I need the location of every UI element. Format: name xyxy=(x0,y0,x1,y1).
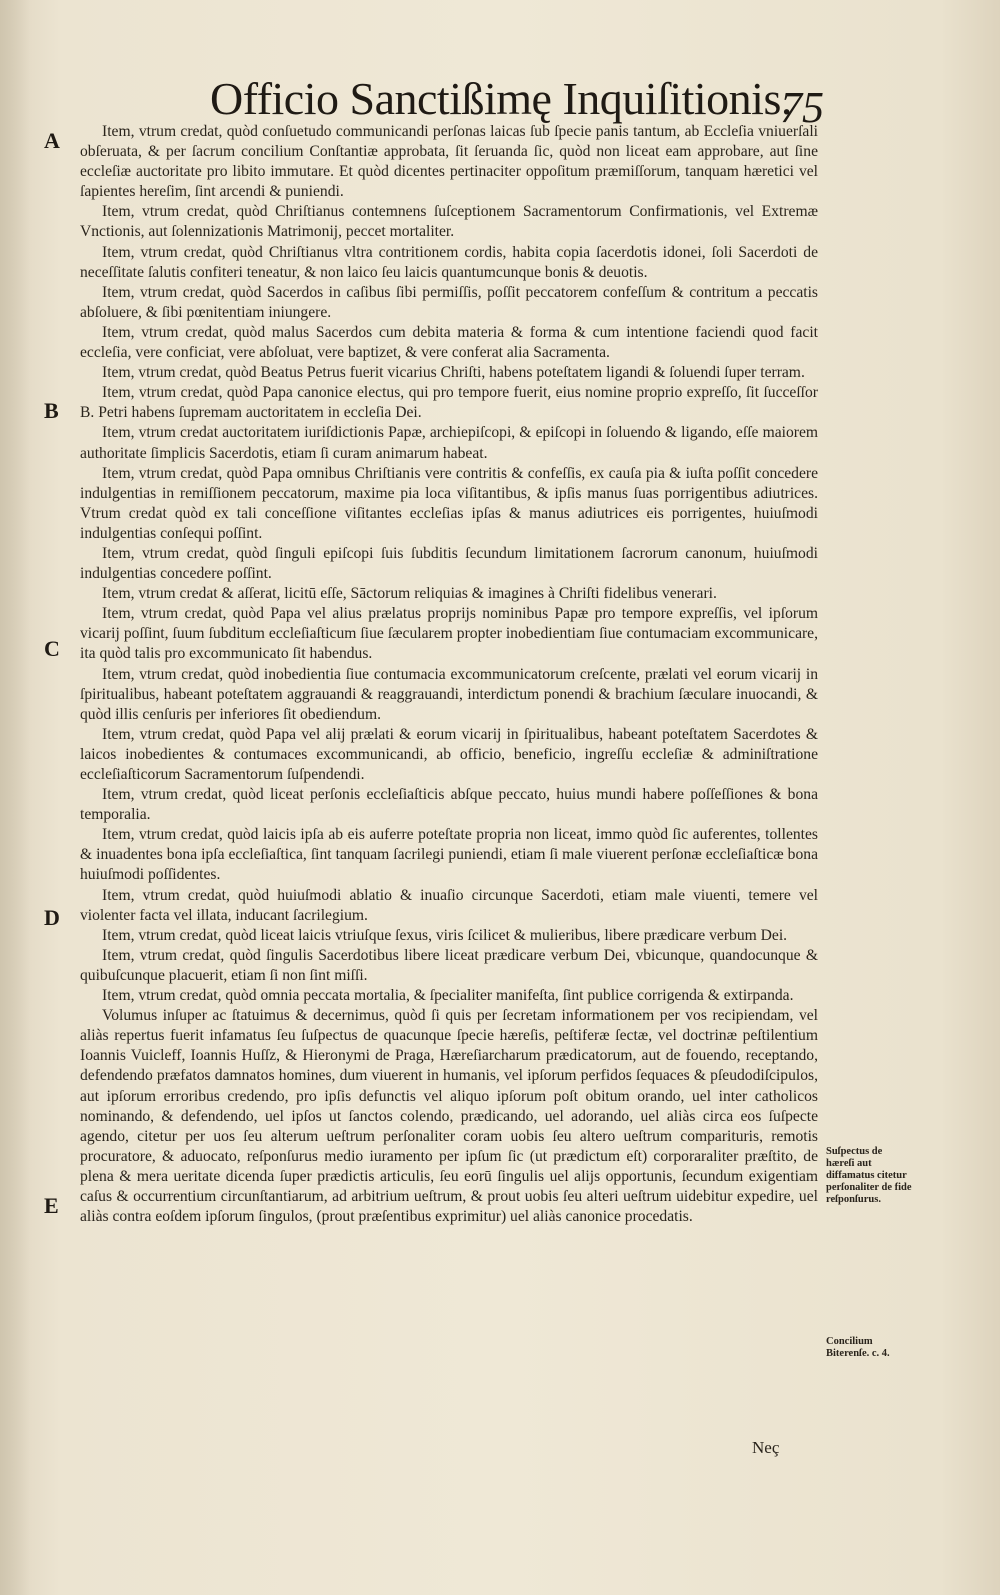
paragraph: Item, vtrum credat, quòd omnia peccata mortalia, & ſpecialiter manifeſta, ſint publice corrigenda & extirpanda. xyxy=(102,987,794,1005)
paragraph: Item, vtrum credat, quòd Papa vel alius prælatus proprijs nominibus Papæ pro tempore expreſſis, vel ipſorum vicarij poſſint, ſuum ſubditum eccleſiaſticum ſiue ſæcularem propter inobedientiam ſiue contumaciam excommunicare, ita quòd talis pro excommunicato ſit habendus. xyxy=(80,605,818,663)
paragraph: Item, vtrum credat, quòd Chriſtianus vltra contritionem cordis, habita copia ſacerdotis idonei, ſoli Sacerdoti de neceſſitate ſalutis confiteri teneatur, & non laico ſeu laicis quantumcunque bonis & deuotis. xyxy=(80,243,818,281)
paragraph: Item, vtrum credat, quòd Papa canonice electus, qui pro tempore fuerit, eius nomine proprio expreſſo, ſit ſucceſſor B. Petri habens ſupremam auctoritatem in eccleſia Dei. xyxy=(80,384,818,422)
paragraph: Item, vtrum credat auctoritatem iuriſdictionis Papæ, archiepiſcopi, & epiſcopi in ſoluendo & ligando, eſſe maiorem authoritate ſimplicis Sacerdotis, etiam ſi curam animarum habeat. xyxy=(80,424,818,462)
section-letter-d: D xyxy=(44,905,60,930)
section-letter-c: C xyxy=(44,636,60,661)
paragraph: Item, vtrum credat, quòd liceat laicis vtriuſque ſexus, viris ſcilicet & mulieribus, libere prædicare verbum Dei. xyxy=(102,926,788,944)
paragraph: Item, vtrum credat, quòd laicis ipſa ab eis auferre poteſtate propria non liceat, immo quòd ſic auferentes, tollentes & inuadentes bona ipſa eccleſiaſtica, ſint tanquam ſacrilegi puniendi, etiam ſi male viuerent perſonæ eccleſiaſticæ bona huiuſmodi poſſidentes. xyxy=(80,826,818,884)
paragraph: Item, vtrum credat, quòd ſinguli epiſcopi ſuis ſubditis ſecundum limitationem ſacrorum canonum, huiuſmodi indulgentias concedere poſſint. xyxy=(80,544,818,583)
paragraph: Item, vtrum credat, quòd huiuſmodi ablatio & inuaſio circunque Sacerdoti, etiam male viuenti, temere vel violenter facta vel illata, inducant ſacrilegium. xyxy=(80,886,818,924)
paragraph: Item, vtrum credat, quòd Papa vel alij prælati & eorum vicarij in ſpiritualibus, habeant poteſtatem Sacerdotes & laicos inobedientes & contumaces excommunicandi, ab officio, beneficio, ingreſſu eccleſiæ & adminiſtratione eccleſiaſticorum Sacramentorum ſuſpendendi. xyxy=(80,725,818,783)
page-gutter-shadow xyxy=(0,0,30,1595)
paragraph: Item, vtrum credat, quòd malus Sacerdos cum debita materia & forma & cum intentione faciendi quod facit eccleſia, vere conficiat, vere abſoluat, vere baptizet, & vere conferat alia Sacramenta. xyxy=(80,323,818,362)
paragraph: Item, vtrum credat, quòd inobedientia ſiue contumacia excommunicatorum creſcente, prælati vel eorum vicarij in ſpiritualibus, habeant poteſtatem aggrauandi & reaggrauandi, interdictum ponendi & brachium ſæculare inuocandi, & quòd illis cenſuris per inferiores ſit obediendum. xyxy=(80,665,818,723)
paragraph: Item, vtrum credat, quòd conſuetudo communicandi perſonas laicas ſub ſpecie panis tantum, ab Eccleſia vniuerſali obſeruata, & per ſacrum concilium Conſtantiæ approbata, ſit ſeruanda ſic, quòd non liceat eam approbare, aut ſine eccleſiæ auctoritate pro libito immutare. Et quòd dicentes pertinaciter oppoſitum præmiſſorum, tanquam hæretici vel ſapientes hereſim, ſint arcendi & puniendi. xyxy=(80,123,818,201)
catchword: Neç xyxy=(752,1438,780,1457)
paragraph: Item, vtrum credat, quòd Chriſtianus contemnens ſuſceptionem Sacramentorum Confirmationis, vel Extremæ Vnctionis, aut ſolennizationis Matrimonij, peccet mortaliter. xyxy=(80,203,818,241)
paragraph: Volumus inſuper ac ſtatuimus & decernimus, quòd ſi quis per ſecretam informationem per vos recipiendam, vel aliàs repertus fuerit infamatus ſeu ſuſpectus de quacunque ſpecie hæreſis, peſtiferæ ſectæ, vel doctrinæ peſtilentium Ioannis Vuicleff, Ioannis Huſſz, & Hieronymi de Praga, Hæreſiarcharum prædicatorum, aut de fouendo, receptando, defendendo præfatos damnatos homines, dum viuerent in humanis, vel ipſorum perfidos ſequaces & pſeudodiſcipulos, aut ipſorum erroribus credendo, pro ipſis defunctis vel aliquo ipſorum poſt obitum orando, uel inter catholicos nominando, & defendendo, uel ipſos ut ſanctos colendo, prædicando, uel adorando, uel aliàs circa eos ſuſpecte agendo, citetur per uos ſeu alterum ueſtrum perſonaliter coram uobis ſeu altero ueſtrum comparituris, remotis procuratore, & aduocato, reſponſurus medio iuramento per ipſum ſic (ut prædictum eſt) corporaraliter præſtito, de plena & mera ueritate dicenda ſuper prædictis articulis, ſeu eorū ſingulis uel alijs opportunis, ſecundum exigentiam caſus & occurrentium circunſtantiarum, ad arbitrium ueſtrum, & prout uobis ſeu alteri ueſtrum uidebitur expedire, uel aliàs contra eoſdem ipſorum ſingulos, (prout præſentibus exprimitur) uel aliàs canonice procedatis. xyxy=(80,1007,818,1226)
section-letter-b: B xyxy=(44,398,59,423)
section-letter-e: E xyxy=(44,1193,59,1218)
paragraph: Item, vtrum credat, quòd liceat perſonis eccleſiaſticis abſque peccato, huius mundi habere poſſeſſiones & bona temporalia. xyxy=(80,786,818,824)
paragraph: Item, vtrum credat, quòd Papa omnibus Chriſtianis vere contritis & confeſſis, ex cauſa pia & iuſta poſſit concedere indulgentias in remiſſionem peccatorum, maxime pia loca viſitantibus, & ipſis manus ſuas porrigentibus adiutrices. Vtrum credat quòd ex tali conceſſione viſitantes eccleſias ipſas & manus adiutrices eis porrigentes, huiuſmodi indulgentias conſequi poſſint. xyxy=(80,464,818,542)
section-letter-a: A xyxy=(44,128,60,153)
page-number: 75 xyxy=(780,83,824,132)
margin-note-suspectus: Suſpectus de hæreſi aut diffamatus citetur perſonaliter de fide reſponſurus. xyxy=(826,1146,912,1205)
paragraph: Item, vtrum credat, quòd Beatus Petrus fuerit vicarius Chriſti, habens poteſtatem ligandi & ſoluendi ſuper terram. xyxy=(102,364,805,382)
margin-note-concilium: Concilium Biterenſe. c. 4. xyxy=(826,1336,890,1359)
paragraph: Item, vtrum credat, quòd Sacerdos in caſibus ſibi permiſſis, poſſit peccatorem confeſſum & contritum a peccatis abſoluere, & ſibi pœnitentiam iniungere. xyxy=(80,283,818,321)
running-title: Officio Sanctißimę Inquiſitionis. xyxy=(210,73,792,124)
paragraph: Item, vtrum credat & aſſerat, licitū eſſe, Sāctorum reliquias & imagines à Chriſti fidelibus venerari. xyxy=(102,585,717,603)
paragraph: Item, vtrum credat, quòd ſingulis Sacerdotibus libere liceat prædicare verbum Dei, vbicunque, quandocunque & quibuſcunque placuerit, etiam ſi non ſint miſſi. xyxy=(80,946,818,984)
main-text-column xyxy=(80,122,818,1227)
